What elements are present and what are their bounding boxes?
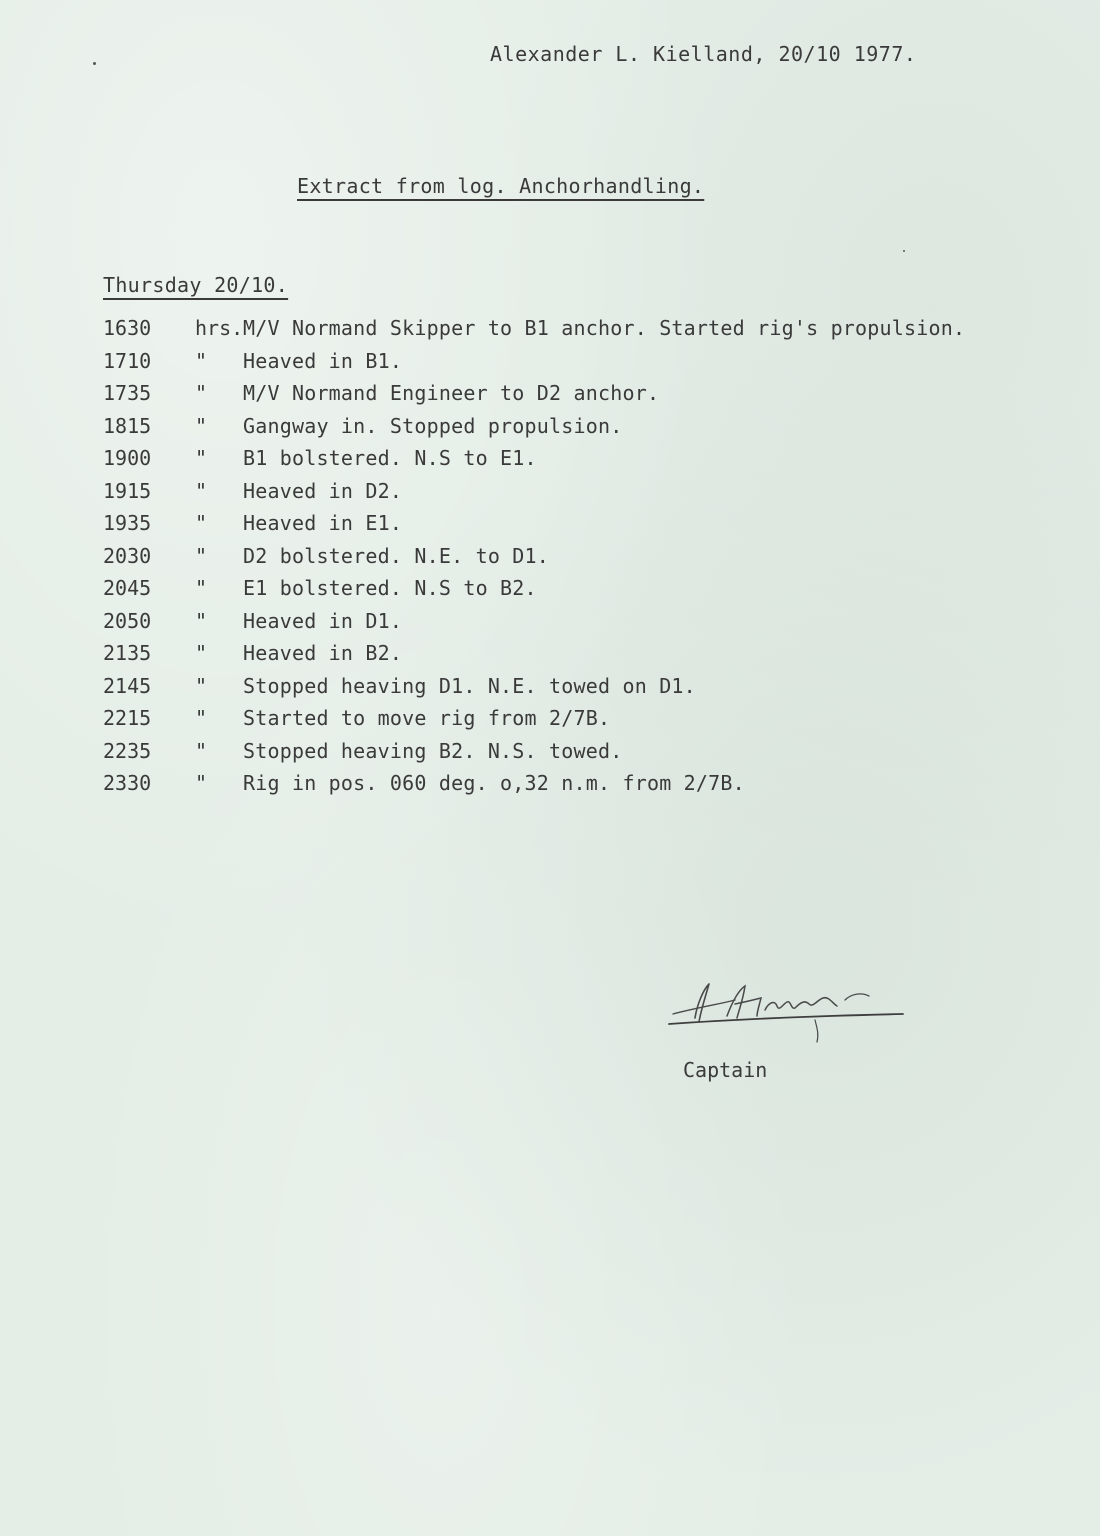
entry-unit: " (195, 608, 208, 633)
entry-text: D2 bolstered. N.E. to D1. (243, 543, 550, 568)
entry-text: Started to move rig from 2/7B. (243, 706, 611, 731)
log-entry (103, 377, 1063, 410)
entry-unit: " (195, 511, 208, 536)
entry-text: M/V Normand Engineer to D2 anchor. (243, 381, 660, 406)
entry-time: 2135 (103, 641, 152, 666)
log-entry (103, 442, 1063, 475)
entry-unit: hrs. (195, 316, 244, 341)
entry-unit: " (195, 446, 208, 471)
log-entry (103, 735, 1063, 768)
entry-text: Rig in pos. 060 deg. o,32 n.m. from 2/7B. (243, 771, 745, 796)
entry-text: B1 bolstered. N.S to E1. (243, 446, 537, 471)
log-entry (103, 507, 1063, 540)
entry-unit: " (195, 478, 208, 503)
entry-text: Heaved in E1. (243, 511, 403, 536)
place-date-heading: Alexander L. Kielland, 20/10 1977. (490, 42, 917, 66)
log-entry (103, 637, 1063, 670)
entry-time: 1915 (103, 478, 152, 503)
log-entry (103, 605, 1063, 638)
entry-text: Stopped heaving D1. N.E. towed on D1. (243, 673, 696, 698)
log-entry (103, 540, 1063, 573)
entry-time: 2030 (103, 543, 152, 568)
entry-unit: " (195, 348, 208, 373)
entry-unit: " (195, 413, 208, 438)
entry-time: 2050 (103, 608, 152, 633)
entry-time: 2235 (103, 738, 152, 763)
entry-time: 1630 (103, 316, 152, 341)
log-entry (103, 767, 1063, 800)
handwritten-signature (665, 970, 910, 1050)
entry-time: 1935 (103, 511, 152, 536)
log-entry (103, 312, 1063, 345)
entry-unit: " (195, 381, 208, 406)
entry-time: 1815 (103, 413, 152, 438)
entry-unit: " (195, 641, 208, 666)
entry-time: 1710 (103, 348, 152, 373)
log-entry (103, 475, 1063, 508)
entry-text: Stopped heaving B2. N.S. towed. (243, 738, 623, 763)
entry-unit: " (195, 543, 208, 568)
entry-unit: " (195, 771, 208, 796)
captain-label: Captain (683, 1058, 768, 1082)
paper-speck (903, 250, 905, 252)
log-entry (103, 410, 1063, 443)
entry-unit: " (195, 673, 208, 698)
log-entry (103, 572, 1063, 605)
entry-text: E1 bolstered. N.S to B2. (243, 576, 537, 601)
paper-speck (93, 62, 96, 65)
entry-unit: " (195, 738, 208, 763)
entry-text: Heaved in D1. (243, 608, 403, 633)
entry-unit: " (195, 576, 208, 601)
log-entry (103, 345, 1063, 378)
document-title: Extract from log. Anchorhandling. (297, 174, 705, 198)
log-entry (103, 670, 1063, 703)
entry-text: Heaved in B2. (243, 641, 403, 666)
entry-text: M/V Normand Skipper to B1 anchor. Started rig's propulsion. (243, 316, 966, 341)
entry-text: Gangway in. Stopped propulsion. (243, 413, 623, 438)
log-entries (103, 312, 1063, 800)
entry-time: 1735 (103, 381, 152, 406)
day-heading: Thursday 20/10. (103, 273, 289, 297)
entry-time: 2215 (103, 706, 152, 731)
log-entry (103, 702, 1063, 735)
entry-time: 1900 (103, 446, 152, 471)
entry-time: 2330 (103, 771, 152, 796)
entry-time: 2145 (103, 673, 152, 698)
entry-unit: " (195, 706, 208, 731)
entry-text: Heaved in B1. (243, 348, 403, 373)
entry-text: Heaved in D2. (243, 478, 403, 503)
entry-time: 2045 (103, 576, 152, 601)
